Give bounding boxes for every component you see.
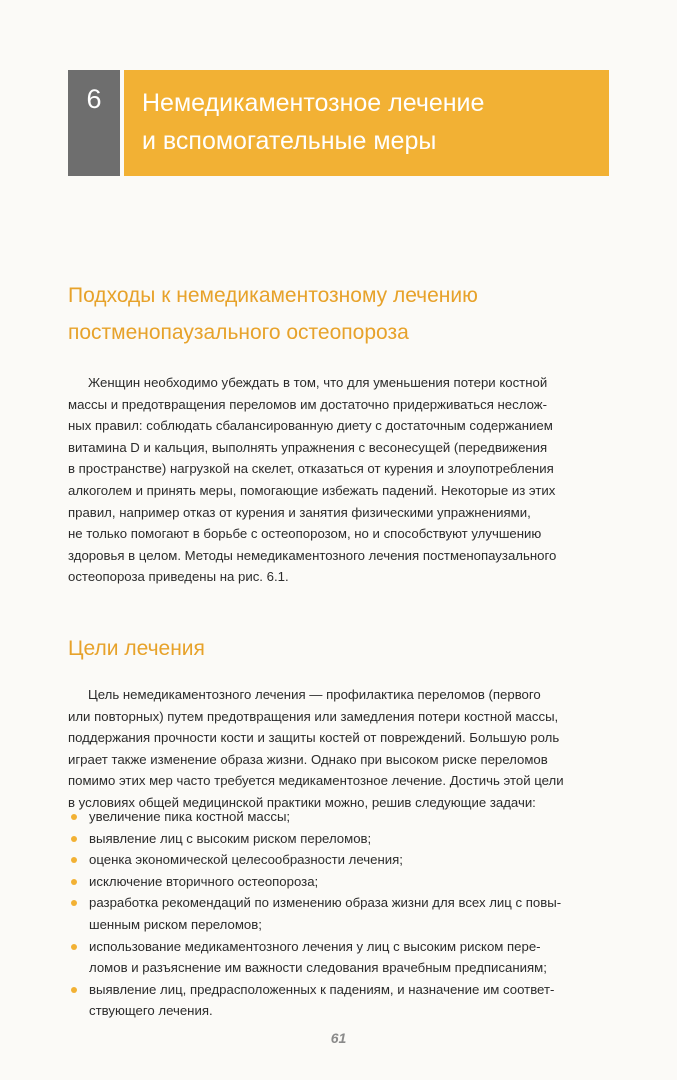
- text-line: Цель немедикаментозного лечения — профилактика переломов (первого: [88, 687, 541, 702]
- text-line: помимо этих мер часто требуется медикаментозное лечение. Достичь этой цели: [68, 773, 564, 789]
- list-item-text: выявление лиц, предрасположенных к падениям, и назначение им соответ-: [89, 981, 555, 997]
- chapter-banner: [68, 70, 609, 176]
- list-item-text: оценка экономической целесообразности лечения;: [89, 852, 403, 868]
- heading-line: постменопаузального остеопороза: [68, 321, 409, 344]
- text-line: массы и предотвращения переломов им достаточно придерживаться неслож-: [68, 396, 547, 412]
- list-item-text: разработка рекомендаций по изменению образа жизни для всех лиц с повы-: [89, 895, 562, 911]
- chapter-number: 6: [68, 70, 120, 176]
- heading-line: Цели лечения: [68, 637, 205, 660]
- chapter-title: [124, 70, 609, 176]
- list-item-text: исключение вторичного остеопороза;: [89, 873, 319, 889]
- list-item: [68, 871, 610, 893]
- list-item-text: использование медикаментозного лечения у лиц с высоким риском пере-: [89, 938, 541, 954]
- text-line: правил, например отказ от курения и занятия физическими упражнениями,: [68, 504, 531, 520]
- text-line: играет также изменение образа жизни. Однако при высоком риске переломов: [68, 751, 548, 767]
- list-item-text: увеличение пика костной массы;: [89, 809, 291, 824]
- text-line: в пространстве) нагрузкой на скелет, отказаться от курения и злоупотребления: [68, 461, 554, 477]
- list-item: [68, 892, 610, 935]
- tasks-list: [68, 806, 610, 1022]
- list-item: [68, 849, 610, 871]
- heading-line: Подходы к немедикаментозному лечению: [68, 284, 478, 307]
- text-line: Женщин необходимо убеждать в том, что для уменьшения потери костной: [88, 375, 548, 390]
- chapter-title-line: Немедикаментозное лечение: [142, 89, 485, 117]
- list-item: [68, 979, 610, 1022]
- text-line: в условиях общей медицинской практики можно, решив следующие задачи:: [68, 794, 536, 810]
- list-item-text: шенным риском переломов;: [89, 916, 262, 932]
- text-line: остеопороза приведены на рис. 6.1.: [68, 569, 289, 585]
- text-line: здоровья в целом. Методы немедикаментозного лечения постменопаузального: [68, 547, 557, 563]
- list-item: [68, 828, 610, 850]
- paragraph-approaches: [68, 372, 610, 588]
- text-line: поддержания прочности кости и защиты костей от повреждений. Большую роль: [68, 730, 560, 746]
- section-heading-goals: [68, 630, 205, 667]
- paragraph-goals: [68, 684, 610, 814]
- list-item: [68, 936, 610, 979]
- text-line: алкоголем и принять меры, помогающие избежать падений. Некоторые из этих: [68, 482, 556, 498]
- text-line: или повторных) путем предотвращения или замедления потери костной массы,: [68, 708, 559, 724]
- text-line: ных правил: соблюдать сбалансированную диету с достаточным содержанием: [68, 418, 553, 434]
- list-item-text: ломов и разъяснение им важности следования врачебным предписаниям;: [89, 960, 547, 976]
- text-line: витамина D и кальция, выполнять упражнения с весонесущей (передвижения: [68, 439, 548, 455]
- list-item-text: ствующего лечения.: [89, 1003, 213, 1019]
- page-number: 61: [330, 1030, 347, 1046]
- list-item: [68, 806, 610, 828]
- section-heading-approaches: [68, 277, 478, 351]
- list-item-text: выявление лиц с высоким риском переломов;: [89, 830, 372, 846]
- text-line: не только помогают в борьбе с остеопорозом, но и способствуют улучшению: [68, 526, 542, 542]
- chapter-title-line: и вспомогательные меры: [142, 127, 437, 155]
